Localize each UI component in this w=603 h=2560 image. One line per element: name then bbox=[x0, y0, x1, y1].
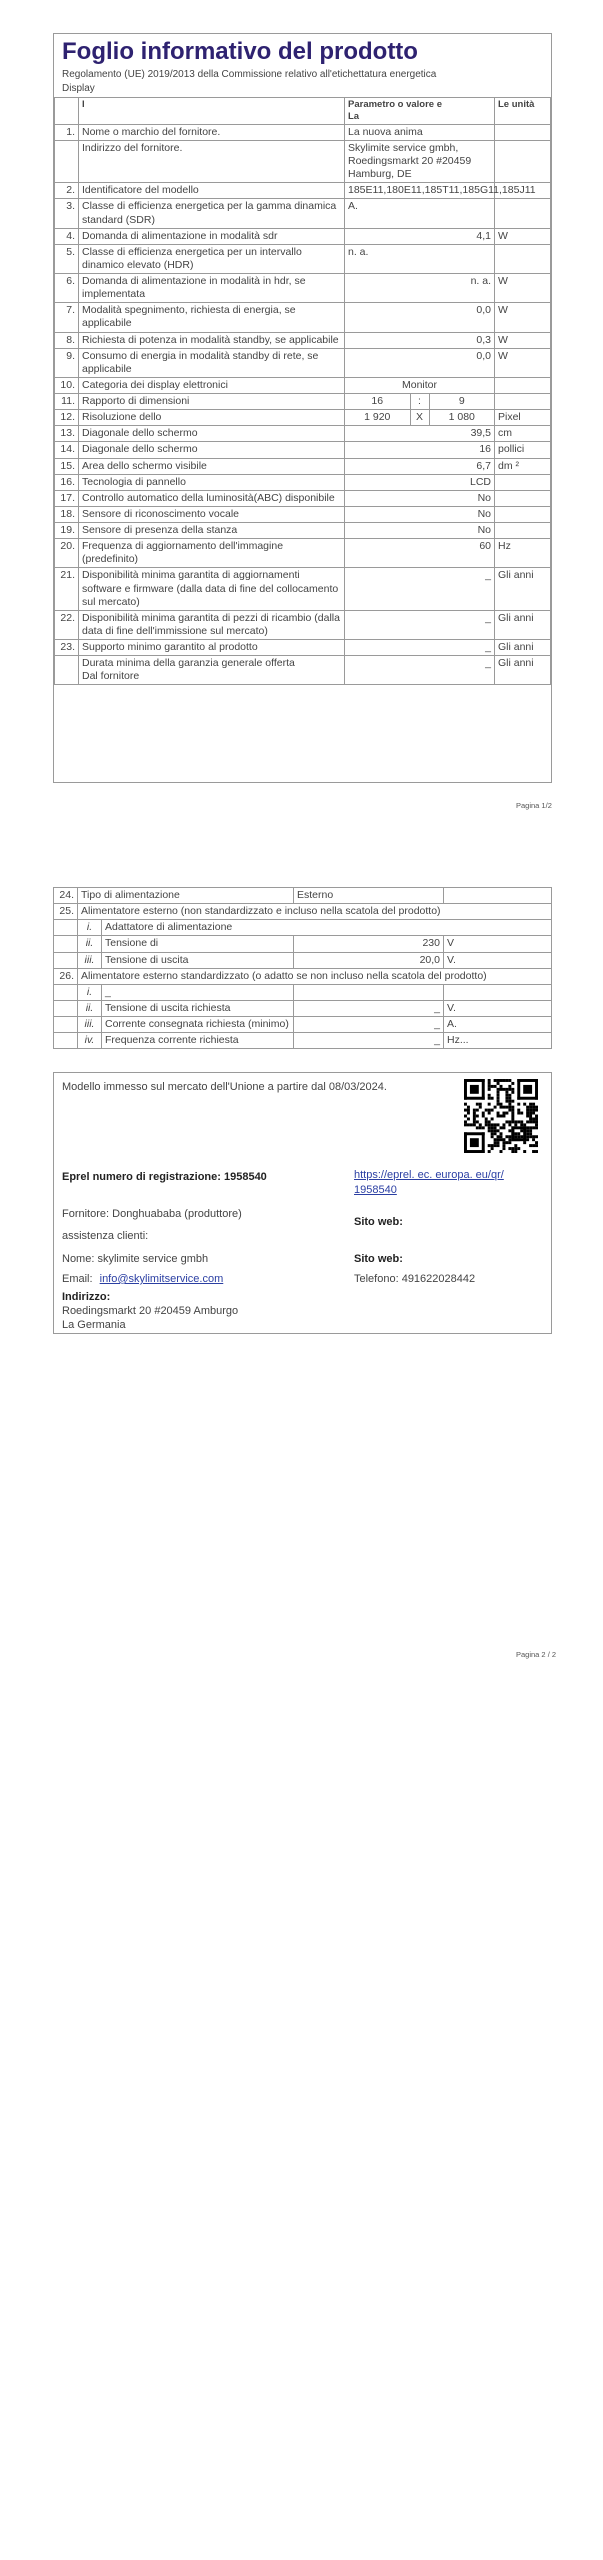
row-value: Monitor bbox=[345, 377, 495, 393]
table-row bbox=[55, 377, 551, 393]
row-value: La nuova anima bbox=[345, 124, 495, 140]
table-row bbox=[55, 523, 551, 539]
table-row bbox=[55, 426, 551, 442]
row-value: 39,5 bbox=[345, 426, 495, 442]
row-number: 6. bbox=[55, 274, 79, 303]
row-number: 4. bbox=[55, 228, 79, 244]
row-value: n. a. bbox=[345, 244, 495, 273]
row-unit bbox=[495, 490, 551, 506]
header-col-c: Le unità bbox=[495, 98, 551, 125]
table-row bbox=[55, 458, 551, 474]
row-unit bbox=[495, 523, 551, 539]
table-row: iv. Frequenza corrente richiesta _ Hz... bbox=[54, 1033, 552, 1049]
row-number: 18. bbox=[55, 506, 79, 522]
row-unit bbox=[495, 124, 551, 140]
table-row bbox=[55, 490, 551, 506]
row-unit: dm ² bbox=[495, 458, 551, 474]
supplier-text: Fornitore: Donghuababa (produttore) bbox=[62, 1208, 242, 1220]
row-label: Consumo di energia in modalità standby di rete, se applicabile bbox=[79, 348, 345, 377]
row-number: 20. bbox=[55, 539, 79, 568]
row-unit: Hz bbox=[495, 539, 551, 568]
page-number: Pagina 1/2 bbox=[516, 801, 552, 810]
email-label: Email: bbox=[62, 1273, 93, 1285]
qr-code-icon[interactable] bbox=[464, 1079, 538, 1153]
assistance-label: assistenza clienti: bbox=[62, 1230, 149, 1242]
table-row bbox=[55, 274, 551, 303]
page-number-2: Pagina 2 / 2 bbox=[516, 1650, 557, 1659]
row-number: 1. bbox=[55, 124, 79, 140]
split-value: 1 920 X 1 080 bbox=[345, 410, 495, 426]
header-col-a: I bbox=[79, 98, 345, 125]
row-unit: Gli anni bbox=[495, 640, 551, 656]
address-label: Indirizzo: bbox=[62, 1291, 111, 1303]
row-unit: W bbox=[495, 274, 551, 303]
table-row: 26. Alimentatore esterno standardizzato (o adatto se non incluso nella scatola del prodotto) bbox=[54, 968, 552, 984]
address-line-1: Roedingsmarkt 20 #20459 Amburgo bbox=[62, 1305, 239, 1317]
registration-info-box bbox=[53, 1072, 552, 1334]
row-label: Domanda di alimentazione in modalità sdr bbox=[79, 228, 345, 244]
table-row bbox=[55, 640, 551, 656]
row-number: 14. bbox=[55, 442, 79, 458]
row-number: 15. bbox=[55, 458, 79, 474]
row-unit bbox=[495, 140, 551, 182]
product-sheet-page1 bbox=[53, 33, 552, 783]
email-row bbox=[62, 1273, 223, 1285]
row-label: Categoria dei display elettronici bbox=[79, 377, 345, 393]
row-number: 16. bbox=[55, 474, 79, 490]
row-value: LCD bbox=[345, 474, 495, 490]
table-row bbox=[55, 539, 551, 568]
product-table bbox=[54, 97, 551, 685]
table-row: ii. Tensione di 230 V bbox=[54, 936, 552, 952]
table-row: i. _ bbox=[54, 984, 552, 1000]
row-unit: W bbox=[495, 228, 551, 244]
row-unit bbox=[495, 377, 551, 393]
power-supply-section bbox=[53, 887, 552, 1049]
row-unit bbox=[495, 199, 551, 228]
row-label: Nome o marchio del fornitore. bbox=[79, 124, 345, 140]
row-value: 4,1 bbox=[345, 228, 495, 244]
row-label: Classe di efficienza energetica per la gamma dinamica standard (SDR) bbox=[79, 199, 345, 228]
row-value: 60 bbox=[345, 539, 495, 568]
row-unit: Gli anni bbox=[495, 610, 551, 639]
table-row: ii. Tensione di uscita richiesta _ V. bbox=[54, 1000, 552, 1016]
table-row bbox=[55, 656, 551, 685]
split-value: 16 : 9 bbox=[345, 394, 495, 410]
row-label: Modalità spegnimento, richiesta di energia, se applicabile bbox=[79, 303, 345, 332]
row-number: 19. bbox=[55, 523, 79, 539]
row-label: Area dello schermo visibile bbox=[79, 458, 345, 474]
row-value: Skylimite service gmbh, Roedingsmarkt 20 #20459 Hamburg, DE bbox=[345, 140, 495, 182]
table-row bbox=[55, 228, 551, 244]
row-value: _ bbox=[345, 640, 495, 656]
table-row bbox=[55, 506, 551, 522]
website-label-1: Sito web: bbox=[354, 1216, 403, 1228]
eprel-link[interactable]: https://eprel. ec. europa. eu/qr/ 1958540 bbox=[354, 1169, 504, 1196]
table-row bbox=[55, 610, 551, 639]
row-value: _ bbox=[345, 656, 495, 685]
row-value: 16 bbox=[345, 442, 495, 458]
regulation-subtitle: Regolamento (UE) 2019/2013 della Commissione relativo all'etichettatura energetica Display bbox=[62, 69, 437, 94]
row-unit: Gli anni bbox=[495, 656, 551, 685]
email-link[interactable]: info@skylimitservice.com bbox=[99, 1273, 224, 1285]
row-label: Frequenza di aggiornamento dell'immagine (predefinito) bbox=[79, 539, 345, 568]
row-value: No bbox=[345, 506, 495, 522]
row-label: Classe di efficienza energetica per un intervallo dinamico elevato (HDR) bbox=[79, 244, 345, 273]
row-value: No bbox=[345, 490, 495, 506]
row-unit: W bbox=[495, 348, 551, 377]
address-line-2: La Germania bbox=[62, 1319, 126, 1331]
table-row bbox=[55, 332, 551, 348]
row-number: 10. bbox=[55, 377, 79, 393]
table-row: iii. Tensione di uscita 20,0 V. bbox=[54, 952, 552, 968]
power-supply-table bbox=[53, 887, 552, 1049]
table-row: iii. Corrente consegnata richiesta (minimo) _ A. bbox=[54, 1017, 552, 1033]
row-number: 17. bbox=[55, 490, 79, 506]
row-number: 3. bbox=[55, 199, 79, 228]
row-value: 0,0 bbox=[345, 303, 495, 332]
table-row bbox=[55, 124, 551, 140]
row-label: Sensore di riconoscimento vocale bbox=[79, 506, 345, 522]
row-label: Indirizzo del fornitore. bbox=[79, 140, 345, 182]
row-number: 13. bbox=[55, 426, 79, 442]
row-number: 5. bbox=[55, 244, 79, 273]
table-row bbox=[55, 140, 551, 182]
table-row bbox=[55, 568, 551, 610]
row-unit: cm bbox=[495, 426, 551, 442]
row-number: 9. bbox=[55, 348, 79, 377]
row-label: Disponibilità minima garantita di pezzi di ricambio (dalla data di fine dell'immissione sul mercato) bbox=[79, 610, 345, 639]
row-label: Diagonale dello schermo bbox=[79, 426, 345, 442]
row-label: Sensore di presenza della stanza bbox=[79, 523, 345, 539]
row-value: _ bbox=[345, 568, 495, 610]
table-row bbox=[55, 303, 551, 332]
page-1 bbox=[0, 0, 603, 850]
table-row bbox=[55, 199, 551, 228]
row-unit bbox=[495, 474, 551, 490]
row-number: 2. bbox=[55, 183, 79, 199]
row-label: Disponibilità minima garantita di aggiornamenti software e firmware (dalla data di fine del collocamento sul mercato) bbox=[79, 568, 345, 610]
row-label: Controllo automatico della luminosità(ABC) disponibile bbox=[79, 490, 345, 506]
row-value: 6,7 bbox=[345, 458, 495, 474]
row-unit bbox=[495, 506, 551, 522]
table-row: 25. Alimentatore esterno (non standardizzato e incluso nella scatola del prodotto) bbox=[54, 904, 552, 920]
website-label-2: Sito web: bbox=[354, 1253, 403, 1265]
row-number: 7. bbox=[55, 303, 79, 332]
eprel-registration-label: Eprel numero di registrazione: 1958540 bbox=[62, 1171, 267, 1183]
table-row bbox=[55, 244, 551, 273]
row-value: No bbox=[345, 523, 495, 539]
header-col-b: Parametro o valore e La bbox=[345, 98, 495, 125]
row-unit: W bbox=[495, 303, 551, 332]
page-title: Foglio informativo del prodotto bbox=[62, 38, 418, 65]
row-unit: Gli anni bbox=[495, 568, 551, 610]
table-row: 11. Rapporto di dimensioni 16 : 9 bbox=[55, 394, 551, 410]
row-unit: pollici bbox=[495, 442, 551, 458]
row-label: Durata minima della garanzia generale offerta Dal fornitore bbox=[79, 656, 345, 685]
row-label: Identificatore del modello bbox=[79, 183, 345, 199]
row-value: n. a. bbox=[345, 274, 495, 303]
table-row: 24. Tipo di alimentazione Esterno bbox=[54, 888, 552, 904]
table-row: i. Adattatore di alimentazione bbox=[54, 920, 552, 936]
page-2 bbox=[0, 880, 603, 1980]
row-number: 8. bbox=[55, 332, 79, 348]
row-label: Tecnologia di pannello bbox=[79, 474, 345, 490]
row-number: 22. bbox=[55, 610, 79, 639]
row-value: 0,3 bbox=[345, 332, 495, 348]
row-unit bbox=[495, 244, 551, 273]
row-number bbox=[55, 140, 79, 182]
row-unit: W bbox=[495, 332, 551, 348]
table-row bbox=[55, 348, 551, 377]
row-number: 21. bbox=[55, 568, 79, 610]
row-value: 185E11,180E11,185T11,185G11,185J11 bbox=[345, 183, 495, 199]
table-row: 12. Risoluzione dello 1 920 X 1 080 Pixel bbox=[55, 410, 551, 426]
row-number bbox=[55, 656, 79, 685]
market-date-text: Modello immesso sul mercato dell'Unione a partire dal 08/03/2024. bbox=[62, 1081, 387, 1093]
table-row bbox=[55, 183, 551, 199]
row-value: _ bbox=[345, 610, 495, 639]
phone-text: Telefono: 491622028442 bbox=[354, 1273, 476, 1285]
row-value: 0,0 bbox=[345, 348, 495, 377]
table-row bbox=[55, 474, 551, 490]
row-label: Richiesta di potenza in modalità standby, se applicabile bbox=[79, 332, 345, 348]
support-name: Nome: skylimite service gmbh bbox=[62, 1253, 209, 1265]
row-number: 23. bbox=[55, 640, 79, 656]
table-row bbox=[55, 442, 551, 458]
row-value: A. bbox=[345, 199, 495, 228]
row-label: Supporto minimo garantito al prodotto bbox=[79, 640, 345, 656]
row-label: Domanda di alimentazione in modalità in hdr, se implementata bbox=[79, 274, 345, 303]
row-label: Diagonale dello schermo bbox=[79, 442, 345, 458]
table-header-row bbox=[55, 98, 551, 125]
